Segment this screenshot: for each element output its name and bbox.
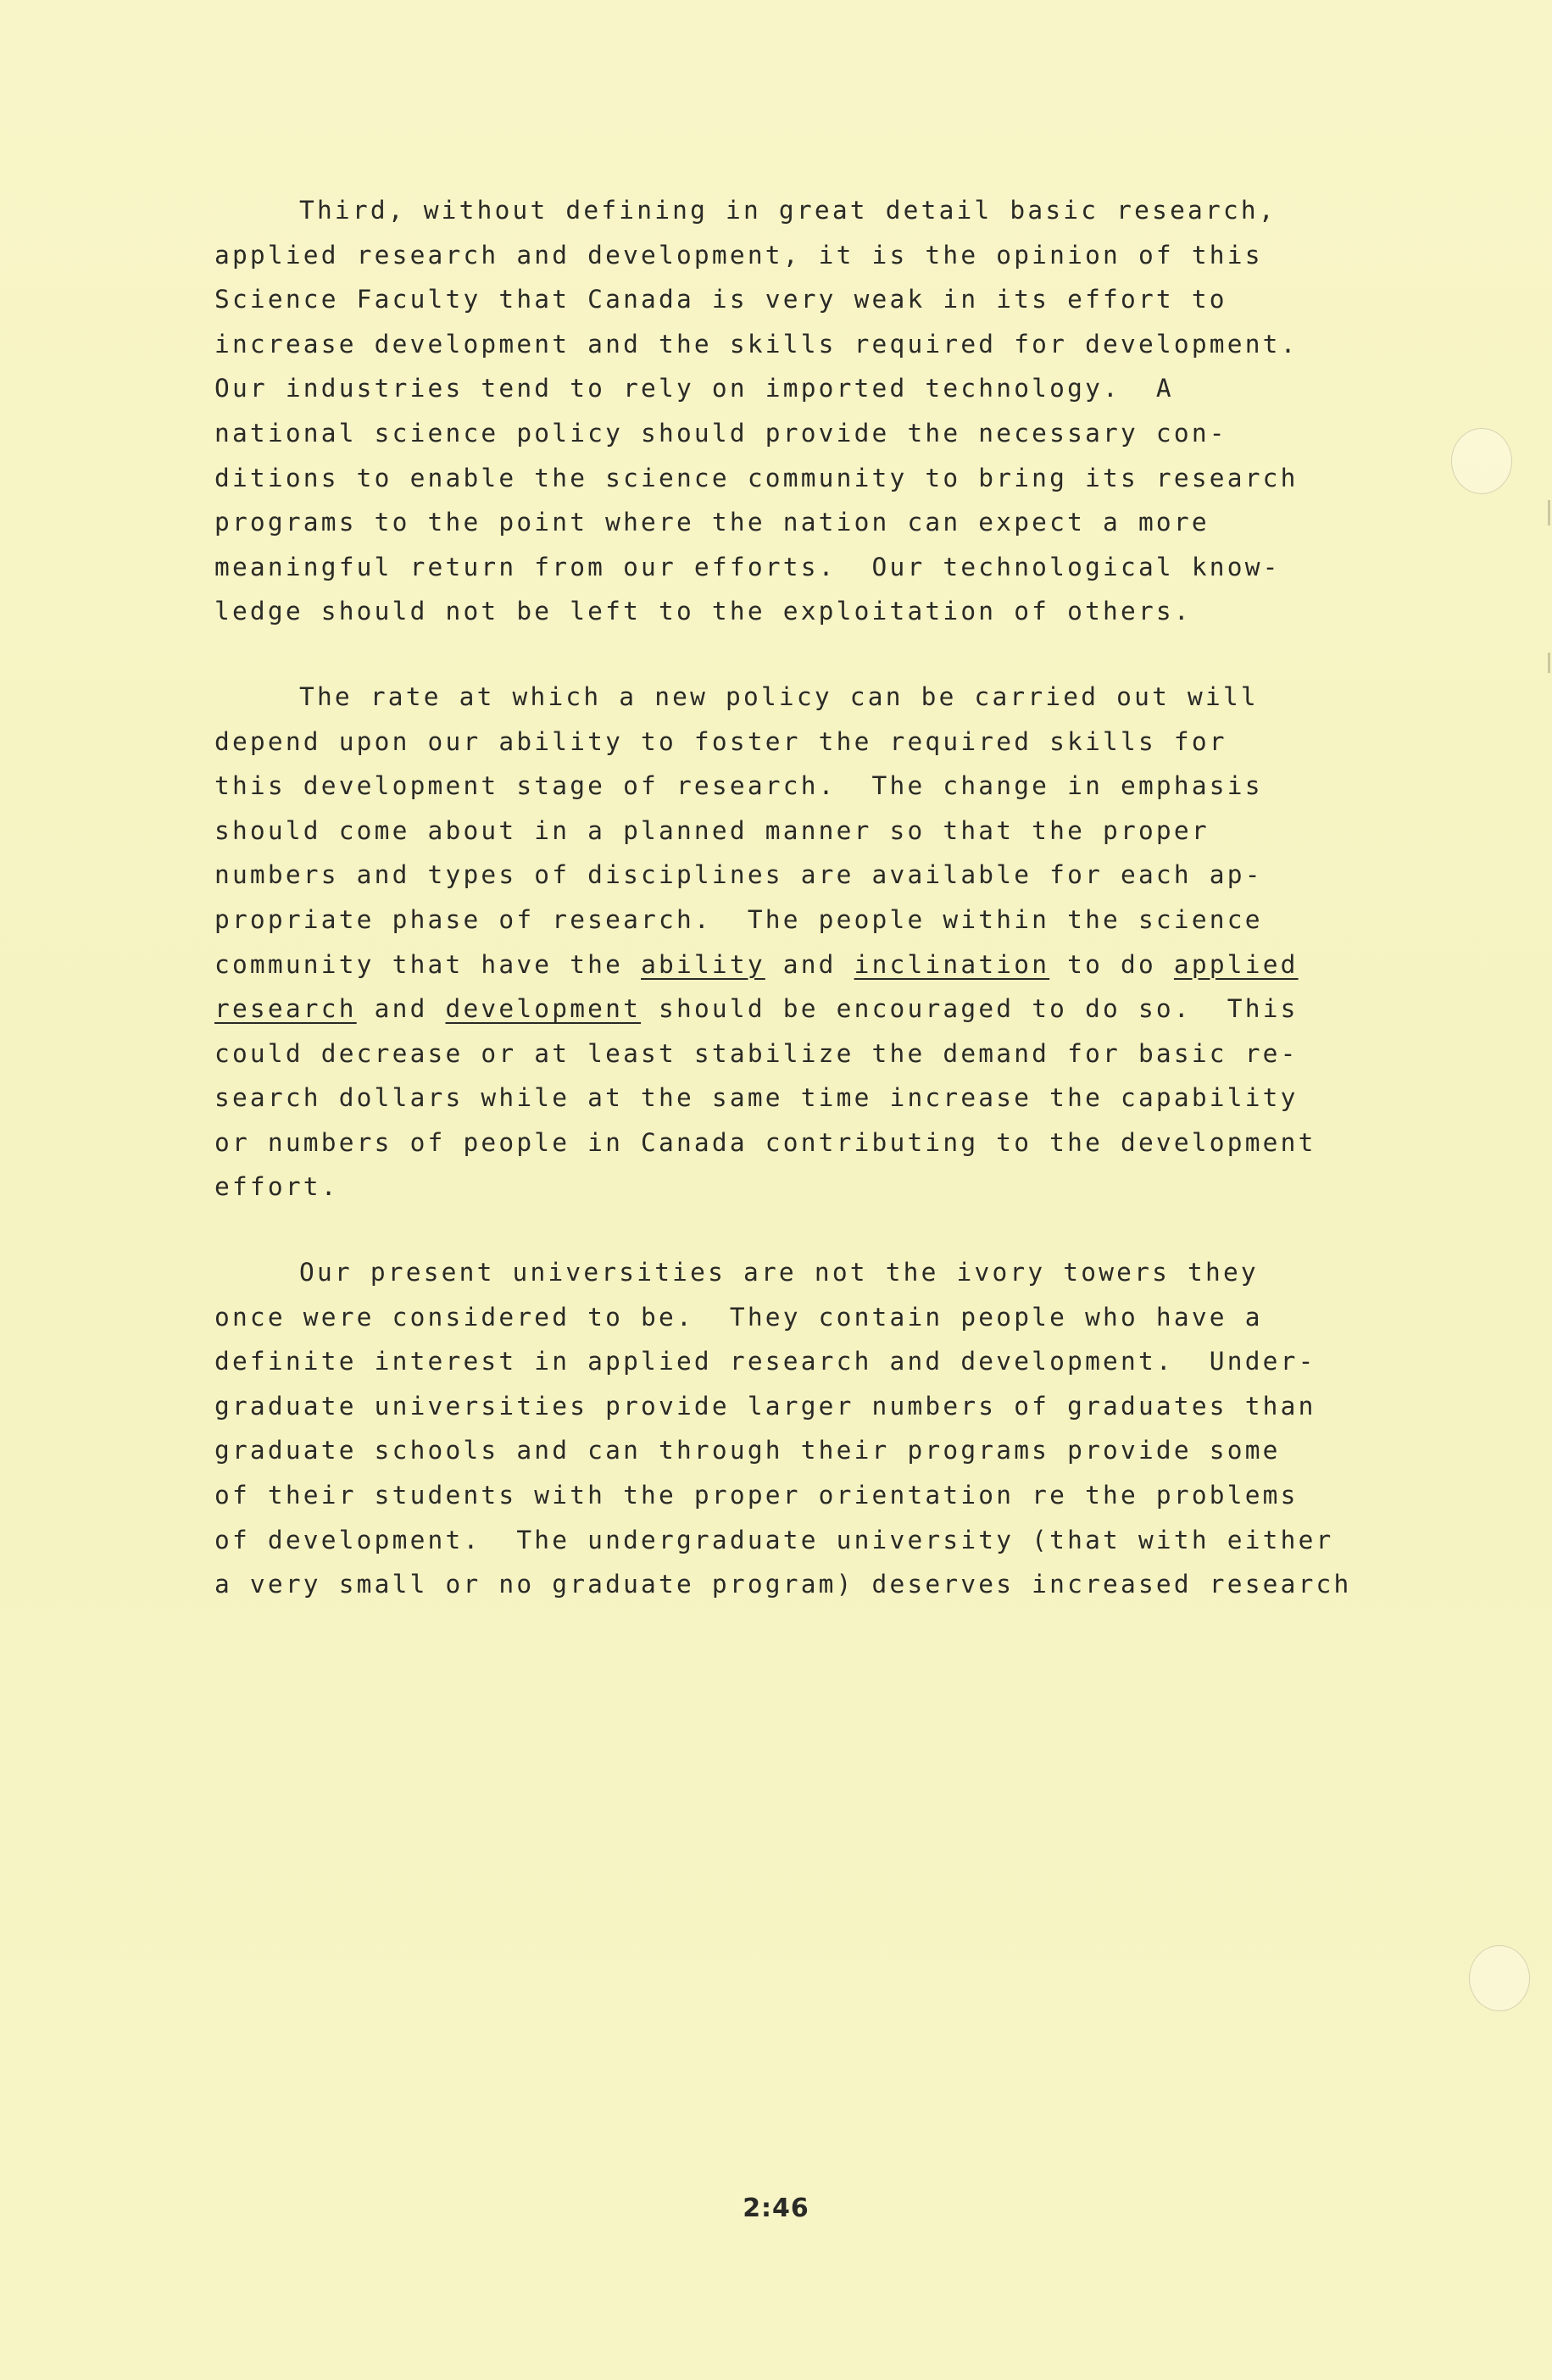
text-line (214, 1473, 1350, 1518)
text-segment: definite interest in applied research and development. Under- (214, 1347, 1316, 1376)
underlined-text: applied (1173, 949, 1299, 979)
text-segment: effort. (214, 1172, 339, 1202)
page-number: 2:46 (743, 2194, 809, 2223)
text-line (214, 500, 1350, 545)
text-segment: or numbers of people in Canada contributing to the development (214, 1127, 1316, 1157)
text-segment: meaningful return from our efforts. Our technological know- (214, 552, 1281, 581)
text-segment: Our present universities are not the ivory towers they (299, 1258, 1259, 1287)
text-segment: community that have the (214, 949, 642, 979)
text-line (214, 1032, 1350, 1076)
text-segment: should come about in a planned manner so that the proper (214, 815, 1210, 845)
text-line (214, 322, 1350, 367)
text-segment: programs to the point where the nation can expect a more (214, 508, 1210, 537)
edge-mark (1548, 500, 1550, 525)
text-segment: graduate universities provide larger numbers of graduates than (214, 1391, 1316, 1421)
text-segment: Third, without defining in great detail basic research, (299, 196, 1277, 225)
punch-hole-top (1451, 428, 1512, 494)
edge-mark (1548, 653, 1550, 673)
text-segment: of development. The undergraduate university (that with either (214, 1525, 1334, 1554)
text-line (214, 943, 1350, 987)
text-line (214, 1250, 1350, 1295)
underlined-text: inclination (854, 949, 1050, 979)
text-segment: increase development and the skills required for development. (214, 329, 1299, 359)
text-line (214, 764, 1350, 809)
text-segment: Our industries tend to rely on imported technology. A (214, 374, 1174, 403)
underlined-text: development (445, 994, 642, 1024)
text-line (214, 233, 1350, 278)
text-line (214, 1384, 1350, 1429)
text-segment: a very small or no graduate program) deserves increased research (214, 1570, 1352, 1599)
text-line (214, 545, 1350, 590)
text-line (214, 809, 1350, 854)
text-segment: Science Faculty that Canada is very weak in its effort to (214, 285, 1227, 314)
text-line (214, 589, 1350, 634)
text-segment: The rate at which a new policy can be carried out will (299, 681, 1259, 711)
text-line (214, 1562, 1350, 1607)
text-line (214, 898, 1350, 943)
text-segment: could decrease or at least stabilize the demand for basic re- (214, 1038, 1299, 1068)
text-line (214, 188, 1350, 233)
text-line (214, 1518, 1350, 1563)
text-segment: depend upon our ability to foster the required skills for (214, 726, 1227, 756)
text-line (214, 675, 1350, 720)
text-segment: and (765, 949, 854, 979)
text-segment: numbers and types of disciplines are available for each ap- (214, 860, 1263, 890)
body-text (214, 188, 1350, 1648)
text-line (214, 411, 1350, 456)
text-segment: ditions to enable the science community to bring its research (214, 463, 1299, 492)
paragraph (214, 1250, 1350, 1607)
text-line (214, 1076, 1350, 1120)
text-line (214, 987, 1350, 1032)
text-line (214, 456, 1350, 501)
paragraph (214, 675, 1350, 1209)
text-segment: national science policy should provide the necessary con- (214, 418, 1227, 448)
text-segment: once were considered to be. They contain people who have a (214, 1302, 1263, 1332)
text-line (214, 277, 1350, 322)
text-segment: applied research and development, it is the opinion of this (214, 240, 1263, 270)
punch-hole-bottom (1469, 1945, 1530, 2011)
text-line (214, 1428, 1350, 1473)
text-segment: propriate phase of research. The people within the science (214, 904, 1263, 934)
text-segment: graduate schools and can through their programs provide some (214, 1436, 1281, 1465)
text-segment: search dollars while at the same time increase the capability (214, 1083, 1299, 1113)
text-line (214, 1165, 1350, 1209)
text-line (214, 720, 1350, 765)
text-segment: of their students with the proper orientation re the problems (214, 1481, 1299, 1510)
underlined-text: ability (641, 949, 765, 979)
text-line (214, 1120, 1350, 1165)
text-segment: should be encouraged to do so. This (641, 994, 1299, 1024)
text-line (214, 366, 1350, 411)
text-segment: this development stage of research. The change in emphasis (214, 771, 1263, 801)
text-line (214, 853, 1350, 898)
text-line (214, 1295, 1350, 1340)
text-segment: ledge should not be left to the exploitation of others. (214, 597, 1192, 626)
underlined-text: research (214, 994, 357, 1024)
text-segment: to do (1049, 949, 1174, 979)
text-line (214, 1339, 1350, 1384)
text-segment: and (356, 994, 446, 1024)
paragraph (214, 188, 1350, 634)
